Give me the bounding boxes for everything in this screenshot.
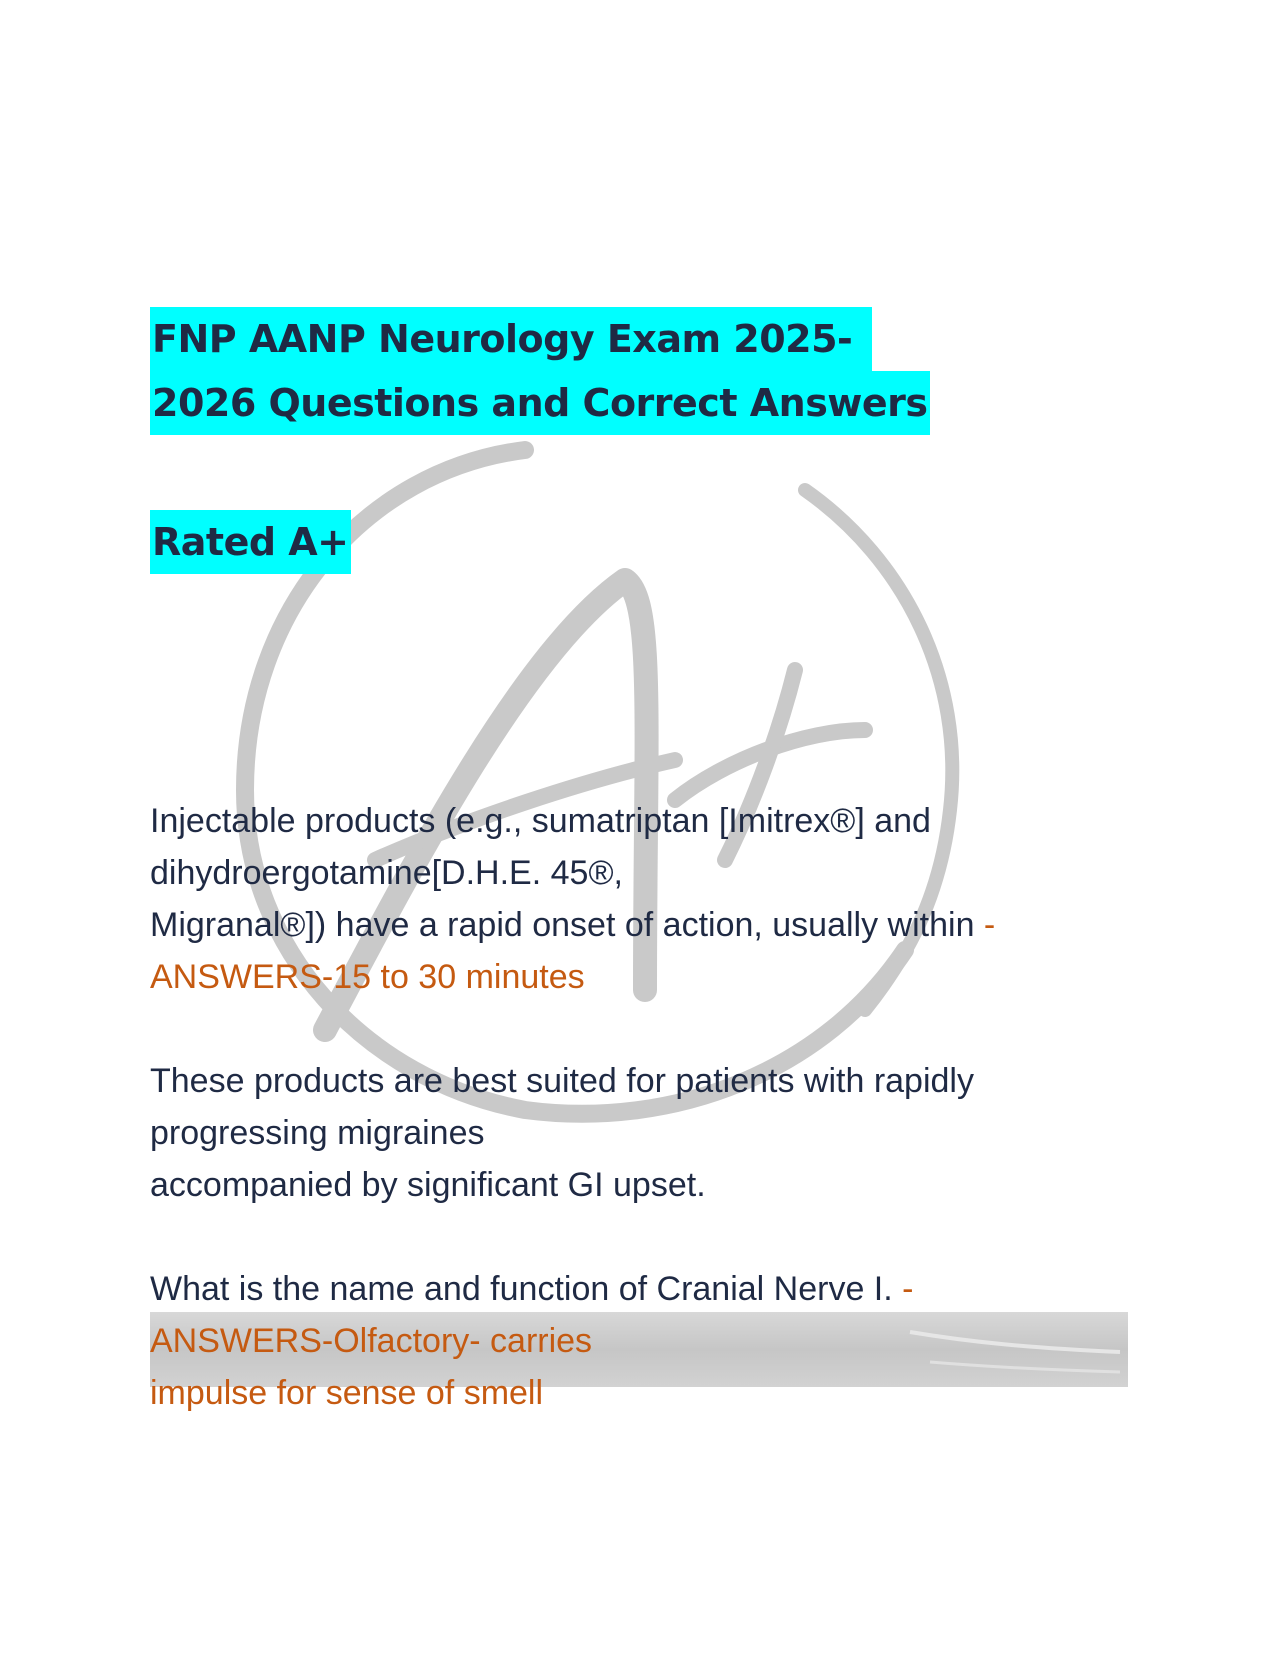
statement-line: accompanied by significant GI upset. <box>150 1166 706 1204</box>
question-line: dihydroergotamine[D.H.E. 45®, <box>150 854 623 892</box>
answer-marker: - <box>974 906 996 944</box>
question-line: What is the name and function of Cranial Nerve I. - <box>150 1270 914 1308</box>
question-line: Migranal®]) have a rapid onset of action, usually within - <box>150 906 996 944</box>
statement-line: progressing migraines <box>150 1114 485 1152</box>
title-line-1: FNP AANP Neurology Exam 2025- <box>150 307 872 371</box>
rating-label: Rated A+ <box>150 510 351 574</box>
question-line: Injectable products (e.g., sumatriptan [Imitrex®] and <box>150 802 931 840</box>
qa-content <box>150 795 1150 1471</box>
title-line-2: 2026 Questions and Correct Answers <box>150 371 930 435</box>
answer-marker: - <box>892 1270 914 1308</box>
answer-line: ANSWERS-15 to 30 minutes <box>150 958 585 996</box>
qa-item <box>150 1055 1150 1211</box>
document-title <box>150 307 930 435</box>
statement-line: These products are best suited for patients with rapidly <box>150 1062 974 1100</box>
answer-line: impulse for sense of smell <box>150 1374 544 1412</box>
answer-line: ANSWERS-Olfactory- carries <box>150 1322 593 1360</box>
qa-item <box>150 795 1150 1003</box>
qa-item <box>150 1263 1150 1419</box>
